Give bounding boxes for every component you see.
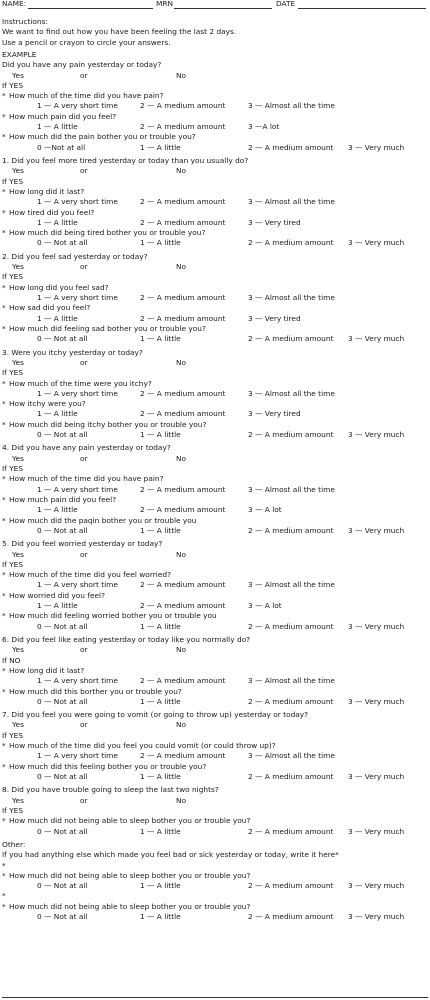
bullet-marker: * xyxy=(2,474,6,484)
scale-option[interactable]: 1 — A little xyxy=(140,881,181,891)
scale-option[interactable]: 2 — A medium amount xyxy=(248,771,334,781)
bullet-marker: * xyxy=(2,399,6,409)
bullet-marker: * xyxy=(2,870,6,880)
scale-option[interactable]: 0 — Not at all xyxy=(37,912,88,922)
example-sub-3: How much did the pain bother you or trouble you? xyxy=(9,132,196,142)
scale-option[interactable]: 2 — A medium amount xyxy=(248,525,334,535)
if-yes-label: If YES xyxy=(2,730,24,740)
bullet-marker: * xyxy=(2,91,6,101)
answer-or: or xyxy=(80,795,88,805)
answer-no[interactable]: No xyxy=(176,262,187,272)
scale-option[interactable]: 2 — A medium amount xyxy=(248,238,334,248)
answer-no[interactable]: No xyxy=(176,166,187,176)
scale-option[interactable]: 0 —Not at all xyxy=(37,142,86,152)
q2-sub-1: How long did you feel sad? xyxy=(9,282,109,292)
answer-or: or xyxy=(80,645,88,655)
scale-option[interactable]: 0 — Not at all xyxy=(37,621,88,631)
scale-option[interactable]: 3 — Almost all the time xyxy=(248,197,335,207)
scale-option[interactable]: 1 — A little xyxy=(140,696,181,706)
scale-option[interactable]: 1 — A very short time xyxy=(37,580,118,590)
bullet-marker: * xyxy=(2,132,6,142)
scale-option[interactable]: 0 — Not at all xyxy=(37,525,88,535)
scale-option[interactable]: 1 — A little xyxy=(140,334,181,344)
scale-option[interactable]: 0 — Not at all xyxy=(37,771,88,781)
q1-sub-2: How tired did you feel? xyxy=(9,207,95,217)
answer-yes[interactable]: Yes xyxy=(12,453,24,463)
scale-option[interactable]: 1 — A little xyxy=(37,313,78,323)
other-heading: Other: xyxy=(2,839,26,849)
answer-no[interactable]: No xyxy=(176,720,187,730)
q3-sub-3: How much did being itchy bother you or trouble you? xyxy=(9,419,207,429)
bullet-marker: * xyxy=(2,901,6,911)
answer-yes[interactable]: Yes xyxy=(12,166,24,176)
scale-option[interactable]: 0 — Not at all xyxy=(37,826,88,836)
scale-option[interactable]: 3 — Very much xyxy=(348,142,405,152)
if-yes-label: If YES xyxy=(2,176,24,186)
other-prompt: If you had anything else which made you feel bad or sick yesterday or today, write it here* xyxy=(2,850,339,860)
q5-sub-1: How much of the time did you feel worried? xyxy=(9,570,171,580)
question-q2: 2. Did you feel sad yesterday or today? xyxy=(2,251,148,261)
question-q4: 4. Did you have any pain yesterday or today? xyxy=(2,443,171,453)
answer-yes[interactable]: Yes xyxy=(12,549,24,559)
scale-option[interactable]: 2 — A medium amount xyxy=(140,676,226,686)
scale-option[interactable]: 1 — A very short time xyxy=(37,751,118,761)
if-yes-label: If YES xyxy=(2,272,24,282)
scale-option[interactable]: 1 — A very short time xyxy=(37,101,118,111)
scale-option[interactable]: 3 — Very much xyxy=(348,826,405,836)
scale-option[interactable]: 2 — A medium amount xyxy=(140,217,226,227)
scale-option[interactable]: 0 — Not at all xyxy=(37,696,88,706)
scale-option[interactable]: 2 — A medium amount xyxy=(140,388,226,398)
scale-option[interactable]: 3 — Almost all the time xyxy=(248,580,335,590)
bullet-marker: * xyxy=(2,419,6,429)
scale-option[interactable]: 3 —A lot xyxy=(248,122,280,132)
scale-option[interactable]: 2 — A medium amount xyxy=(248,881,334,891)
scale-option[interactable]: 3 — Almost all the time xyxy=(248,751,335,761)
answer-or: or xyxy=(80,549,88,559)
instructions-heading: Instructions: xyxy=(2,17,48,26)
scale-option[interactable]: 3 — Almost all the time xyxy=(248,388,335,398)
q4-sub-2: How much pain did you feel? xyxy=(9,494,117,504)
scale-option[interactable]: 2 — A medium amount xyxy=(140,751,226,761)
scale-option[interactable]: 1 — A very short time xyxy=(37,484,118,494)
if-yes-label: If YES xyxy=(2,368,24,378)
bullet-marker: * xyxy=(2,761,6,771)
scale-option[interactable]: 3 — Very much xyxy=(348,696,405,706)
scale-option[interactable]: 3 — Very tired xyxy=(248,217,301,227)
question-q5: 5. Did you feel worried yesterday or today? xyxy=(2,539,163,549)
scale-option[interactable]: 0 — Not at all xyxy=(37,238,88,248)
instructions-line-2: Use a pencil or crayon to circle your answers. xyxy=(2,37,171,47)
answer-or: or xyxy=(80,720,88,730)
answer-or: or xyxy=(80,70,88,80)
name-field[interactable] xyxy=(28,8,153,9)
scale-option[interactable]: 3 — Very much xyxy=(348,881,405,891)
scale-option[interactable]: 3 — Very tired xyxy=(248,313,301,323)
scale-option[interactable]: 1 — A little xyxy=(37,505,78,515)
scale-option[interactable]: 3 — A lot xyxy=(248,601,282,610)
bullet-marker: * xyxy=(2,515,6,525)
bullet-marker: * xyxy=(2,282,6,292)
scale-option[interactable]: 1 — A little xyxy=(140,142,181,152)
scale-option[interactable]: 1 — A very short time xyxy=(37,676,118,686)
name-label: NAME: xyxy=(2,0,27,8)
scale-option[interactable]: 1 — A little xyxy=(140,621,181,631)
scale-option[interactable]: 1 — A little xyxy=(37,217,78,227)
if-yes-label: If YES xyxy=(2,464,24,474)
example-question: Did you have any pain yesterday or today? xyxy=(2,60,162,70)
question-q8: 8. Did you have trouble going to sleep the last two nights? xyxy=(2,785,219,795)
answer-yes[interactable]: Yes xyxy=(12,795,24,805)
bullet-marker: * xyxy=(2,228,6,238)
if-no-label: If NO xyxy=(2,655,21,665)
example-sub-1: How much of the time did you have pain? xyxy=(9,91,164,101)
scale-option[interactable]: 3 — Very much xyxy=(348,430,405,440)
q3-sub-1: How much of the time were you itchy? xyxy=(9,378,152,388)
bullet-marker: * xyxy=(2,686,6,696)
scale-option[interactable]: 1 — A little xyxy=(37,122,78,132)
q7-sub-1: How much of the time did you feel you could vomit (or could throw up)? xyxy=(9,741,276,751)
scale-option[interactable]: 2 — A medium amount xyxy=(140,580,226,590)
bullet-marker: * xyxy=(2,665,6,675)
answer-yes[interactable]: Yes xyxy=(12,262,24,272)
bottom-rule xyxy=(2,997,428,998)
scale-option[interactable]: 1 — A little xyxy=(140,238,181,248)
q8-sub-1: How much did not being able to sleep bother you or trouble you? xyxy=(9,816,251,826)
scale-option[interactable]: 2 — A medium amount xyxy=(140,409,226,419)
q6-sub-2: How much did this borther you or trouble you? xyxy=(9,686,182,696)
scale-option[interactable]: 2 — A medium amount xyxy=(140,484,226,494)
scale-option[interactable]: 1 — A little xyxy=(140,430,181,440)
scale-option[interactable]: 3 — Very much xyxy=(348,771,405,781)
answer-no[interactable]: No xyxy=(176,70,187,80)
answer-no[interactable]: No xyxy=(176,453,187,463)
bullet-marker: * xyxy=(2,323,6,333)
scale-option[interactable]: 1 — A very short time xyxy=(37,293,118,303)
scale-option[interactable]: 2 — A medium amount xyxy=(248,826,334,836)
question-q7: 7. Did you feel you were going to vomit (or going to throw up) yesterday or today? xyxy=(2,710,309,720)
scale-option[interactable]: 2 — A medium amount xyxy=(248,912,334,922)
scale-option[interactable]: 3 — Almost all the time xyxy=(248,101,335,111)
scale-option[interactable]: 3 — Very much xyxy=(348,912,405,922)
q1-sub-3: How much did being tired bother you or trouble you? xyxy=(9,228,206,238)
q6-sub-1: How long did it last? xyxy=(9,665,85,675)
answer-no[interactable]: No xyxy=(176,795,187,805)
scale-option[interactable]: 3 — Very tired xyxy=(248,409,301,419)
q3-sub-2: How itchy were you? xyxy=(9,399,86,409)
bullet-marker: * xyxy=(2,611,6,621)
scale-option[interactable]: 1 — A little xyxy=(37,601,78,610)
bullet-marker: * xyxy=(2,207,6,217)
answer-no[interactable]: No xyxy=(176,357,187,367)
q5-sub-3: How much did feeling worried bother you or trouble you xyxy=(9,611,217,621)
answer-no[interactable]: No xyxy=(176,645,187,655)
scale-option[interactable]: 2 — A medium amount xyxy=(140,505,226,515)
scale-option[interactable]: 3 — Almost all the time xyxy=(248,676,335,686)
scale-option[interactable]: 1 — A very short time xyxy=(37,197,118,207)
scale-option[interactable]: 2 — A medium amount xyxy=(248,621,334,631)
bullet-marker: * xyxy=(2,378,6,388)
q4-sub-1: How much of the time did you have pain? xyxy=(9,474,164,484)
answer-yes[interactable]: Yes xyxy=(12,645,24,655)
bullet-marker: * xyxy=(2,741,6,751)
scale-option[interactable]: 2 — A medium amount xyxy=(140,313,226,323)
if-yes-label: If YES xyxy=(2,559,24,569)
answer-or: or xyxy=(80,453,88,463)
scale-option[interactable]: 1 — A little xyxy=(140,771,181,781)
bullet-marker: * xyxy=(2,494,6,504)
scale-option[interactable]: 0 — Not at all xyxy=(37,430,88,440)
scale-option[interactable]: 1 — A very short time xyxy=(37,388,118,398)
bullet-marker: * xyxy=(2,186,6,196)
bullet-marker: * xyxy=(2,816,6,826)
answer-or: or xyxy=(80,166,88,176)
scale-option[interactable]: 3 — Very much xyxy=(348,334,405,344)
scale-option[interactable]: 3 — Almost all the time xyxy=(248,293,335,303)
scale-option[interactable]: 2 — A medium amount xyxy=(248,142,334,152)
scale-option[interactable]: 3 — A lot xyxy=(248,505,282,515)
bullet-marker: * xyxy=(2,303,6,313)
date-label: DATE xyxy=(276,0,296,8)
q2-sub-2: How sad did you feel? xyxy=(9,303,91,313)
bullet-marker: * xyxy=(2,590,6,600)
scale-option[interactable]: 3 — Almost all the time xyxy=(248,484,335,494)
scale-option[interactable]: 3 — Very much xyxy=(348,238,405,248)
scale-option[interactable]: 1 — A little xyxy=(37,409,78,419)
q4-sub-3: How much did the paqin bother you or trouble you xyxy=(9,515,197,525)
other-blank-1: * xyxy=(2,860,6,870)
other-sub-2: How much did not being able to sleep bother you or trouble you? xyxy=(9,901,251,911)
q1-sub-1: How long did it last? xyxy=(9,186,85,196)
instructions-line-1: We want to find out how you have been feeling the last 2 days. xyxy=(2,27,237,37)
if-yes-label: If YES xyxy=(2,805,24,815)
example-sub-2: How much pain did you feel? xyxy=(9,111,117,121)
question-q6: 6. Did you feel like eating yesterday or today like you normally do? xyxy=(2,635,251,644)
scale-option[interactable]: 1 — A little xyxy=(140,912,181,922)
date-field[interactable] xyxy=(298,8,426,9)
scale-option[interactable]: 1 — A little xyxy=(140,826,181,836)
answer-or: or xyxy=(80,262,88,272)
question-q3: 3. Were you itchy yesterday or today? xyxy=(2,347,143,357)
scale-option[interactable]: 0 — Not at all xyxy=(37,881,88,891)
other-sub-1: How much did not being able to sleep bother you or trouble you? xyxy=(9,870,251,880)
scale-option[interactable]: 2 — A medium amount xyxy=(140,601,226,610)
scale-option[interactable]: 1 — A little xyxy=(140,525,181,535)
scale-option[interactable]: 2 — A medium amount xyxy=(140,293,226,303)
example-heading: EXAMPLE xyxy=(2,49,37,59)
scale-option[interactable]: 3 — Very much xyxy=(348,621,405,631)
bullet-marker: * xyxy=(2,111,6,121)
bullet-marker: * xyxy=(2,570,6,580)
scale-option[interactable]: 2 — A medium amount xyxy=(140,122,226,132)
answer-yes[interactable]: Yes xyxy=(12,357,24,367)
scale-option[interactable]: 2 — A medium amount xyxy=(140,197,226,207)
scale-option[interactable]: 0 — Not at all xyxy=(37,334,88,344)
answer-or: or xyxy=(80,357,88,367)
scale-option[interactable]: 2 — A medium amount xyxy=(140,101,226,111)
q7-sub-2: How much did this feeling bother you or trouble you? xyxy=(9,761,207,771)
mrn-field[interactable] xyxy=(174,8,272,9)
scale-option[interactable]: 2 — A medium amount xyxy=(248,696,334,706)
q2-sub-3: How much did feeling sad bother you or trouble you? xyxy=(9,323,206,333)
q5-sub-2: How worried did you feel? xyxy=(9,590,106,600)
scale-option[interactable]: 3 — Very much xyxy=(348,525,405,535)
scale-option[interactable]: 2 — A medium amount xyxy=(248,334,334,344)
question-q1: 1. Did you feel more tired yesterday or today than you usually do? xyxy=(2,156,249,166)
other-blank-2: * xyxy=(2,891,6,901)
answer-yes[interactable]: Yes xyxy=(12,720,24,730)
mrn-label: MRN xyxy=(156,0,174,8)
answer-no[interactable]: No xyxy=(176,549,187,559)
if-yes-label: If YES xyxy=(2,80,24,90)
answer-yes[interactable]: Yes xyxy=(12,70,24,80)
scale-option[interactable]: 2 — A medium amount xyxy=(248,430,334,440)
